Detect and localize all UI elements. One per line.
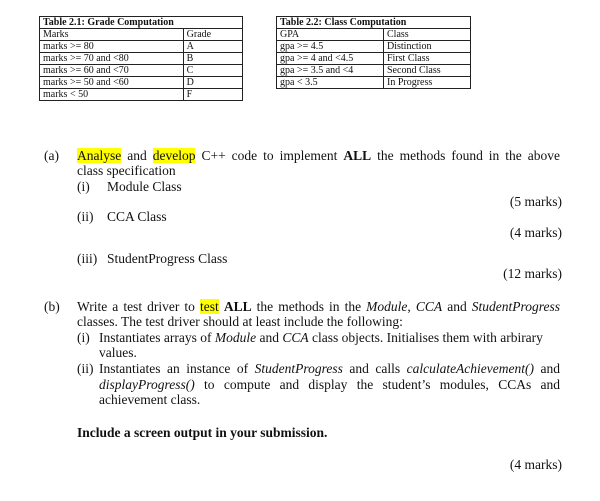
table-caption: Table 2.2: Class Computation <box>277 17 471 29</box>
item-number: (ii) <box>77 209 94 224</box>
emphasis-all: ALL <box>343 148 372 163</box>
text: C++ code to implement <box>195 148 344 163</box>
table-cell: marks < 50 <box>40 89 184 101</box>
table-cell: B <box>183 53 242 65</box>
item-ii-line-3: achievement class. <box>99 392 201 407</box>
text: to compute and display the student’s modules, CCAs and <box>194 377 560 392</box>
module-class-name: Module <box>366 299 408 314</box>
text: and calls <box>342 361 407 376</box>
item-text: Module Class <box>107 179 182 194</box>
item-ii-line-2 <box>99 377 560 393</box>
table-row <box>277 77 471 89</box>
table-cell: C <box>183 65 242 77</box>
table-header-row <box>277 29 471 41</box>
table-cell: A <box>183 41 242 53</box>
text: the methods in the <box>251 299 367 314</box>
table-row <box>40 53 243 65</box>
marks-label: (5 marks) <box>509 194 562 209</box>
table-header-row <box>40 29 243 41</box>
item-text: StudentProgress Class <box>107 251 228 266</box>
table-cell: marks >= 80 <box>40 41 184 53</box>
class-computation-table <box>276 16 471 89</box>
table-cell: marks >= 50 and <60 <box>40 77 184 89</box>
item-ii-line-1 <box>99 361 560 377</box>
column-header: Marks <box>40 29 184 41</box>
table-cell: marks >= 70 and <80 <box>40 53 184 65</box>
table-row <box>277 53 471 65</box>
text: Write a test driver to <box>77 299 200 314</box>
text: the methods found in the above <box>371 148 560 163</box>
part-b-line-2: classes. The test driver should at least include the following: <box>77 314 403 329</box>
text: , <box>407 299 416 314</box>
part-a-line-2: class specification <box>77 163 176 178</box>
marks-label: (12 marks) <box>503 266 562 281</box>
column-header: Class <box>384 29 471 41</box>
table-cell: Second Class <box>384 65 471 77</box>
table-row <box>277 41 471 53</box>
table-cell: In Progress <box>384 77 471 89</box>
module-class-name: Module <box>214 330 257 345</box>
item-number: (iii) <box>77 251 98 266</box>
table-cell: gpa >= 3.5 and <4 <box>277 65 384 77</box>
text: and <box>256 330 283 345</box>
text: and <box>442 299 472 314</box>
part-a-label: (a) <box>44 148 59 163</box>
table-cell: Distinction <box>384 41 471 53</box>
marks-label: (4 marks) <box>509 225 562 240</box>
method-name: displayProgress() <box>99 377 195 392</box>
column-header: Grade <box>183 29 242 41</box>
table-cell: gpa >= 4 and <4.5 <box>277 53 384 65</box>
table-row <box>277 65 471 77</box>
studentprogress-class-name: StudentProgress <box>254 361 343 376</box>
emphasis-all: ALL <box>223 299 252 314</box>
marks-label: (4 marks) <box>509 457 562 472</box>
item-number: (i) <box>77 179 90 194</box>
item-number: (ii) <box>77 361 94 376</box>
studentprogress-class-name: StudentProgress <box>471 299 561 314</box>
table-row <box>40 65 243 77</box>
table-cell: F <box>183 89 242 101</box>
table-row <box>40 89 243 101</box>
table-row <box>40 41 243 53</box>
text: class objects. Initialises them with arbirary <box>308 330 543 345</box>
item-text: CCA Class <box>107 209 167 224</box>
table-cell: gpa < 3.5 <box>277 77 384 89</box>
highlight-test: test <box>200 299 219 314</box>
part-b-label: (b) <box>44 299 60 314</box>
table-cell: gpa >= 4.5 <box>277 41 384 53</box>
table-cell: marks >= 60 and <70 <box>40 65 184 77</box>
cca-class-name: CCA <box>415 299 443 314</box>
table-cell: D <box>183 77 242 89</box>
submission-instruction: Include a screen output in your submission. <box>77 425 328 440</box>
cca-class-name: CCA <box>282 330 309 345</box>
text: Instantiates arrays of <box>99 330 215 345</box>
item-i-line-2: values. <box>99 345 137 360</box>
highlight-analyse: Analyse <box>77 148 122 163</box>
grade-computation-table <box>39 16 243 101</box>
table-caption: Table 2.1: Grade Computation <box>40 17 243 29</box>
column-header: GPA <box>277 29 384 41</box>
text: Instantiates an instance of <box>99 361 255 376</box>
table-row <box>40 77 243 89</box>
method-name: calculateAchievement() <box>406 361 535 376</box>
table-cell: First Class <box>384 53 471 65</box>
item-i-line-1 <box>99 330 543 346</box>
highlight-develop: develop <box>152 148 196 163</box>
part-b-line-1 <box>77 299 560 315</box>
part-a-line-1 <box>77 148 560 164</box>
text: and <box>534 361 560 376</box>
item-number: (i) <box>77 330 90 345</box>
text: and <box>121 148 153 163</box>
